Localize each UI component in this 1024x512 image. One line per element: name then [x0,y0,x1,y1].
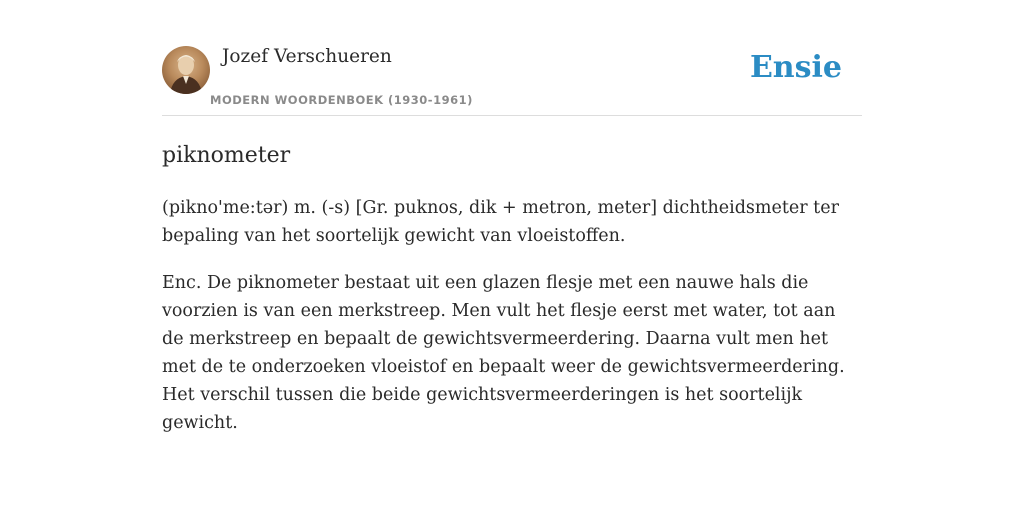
ensie-logo[interactable]: Ensie [749,50,842,85]
entry-term: piknometer [162,143,291,168]
author-portrait-icon [162,46,210,94]
author-avatar[interactable] [162,46,210,94]
entry-encyclopedic-text: Enc. De piknometer bestaat uit een glazen flesje met een nauwe hals die voorzien is van een merkstreep. Men vult het flesje eerst met water, tot aan de merkstreep en bepaalt de gewichtsvermeerdering. Daarna vult men het met de te onderzoeken vloeistof en bepaalt weer de gewichtsvermeerdering. Het verschil tussen die beide gewichtsvermeerderingen is het soortelijk gewicht. [162,273,845,433]
author-name[interactable]: Jozef Verschueren [222,46,392,67]
entry-header [162,0,862,116]
source-label[interactable]: MODERN WOORDENBOEK (1930-1961) [210,93,473,107]
entry-definition: (pikno'me:tər) m. (-s) [Gr. puknos, dik + metron, meter] dichtheidsmeter ter bepaling van het soortelijk gewicht van vloeistoffen. [162,198,839,246]
entry-card [162,0,862,437]
